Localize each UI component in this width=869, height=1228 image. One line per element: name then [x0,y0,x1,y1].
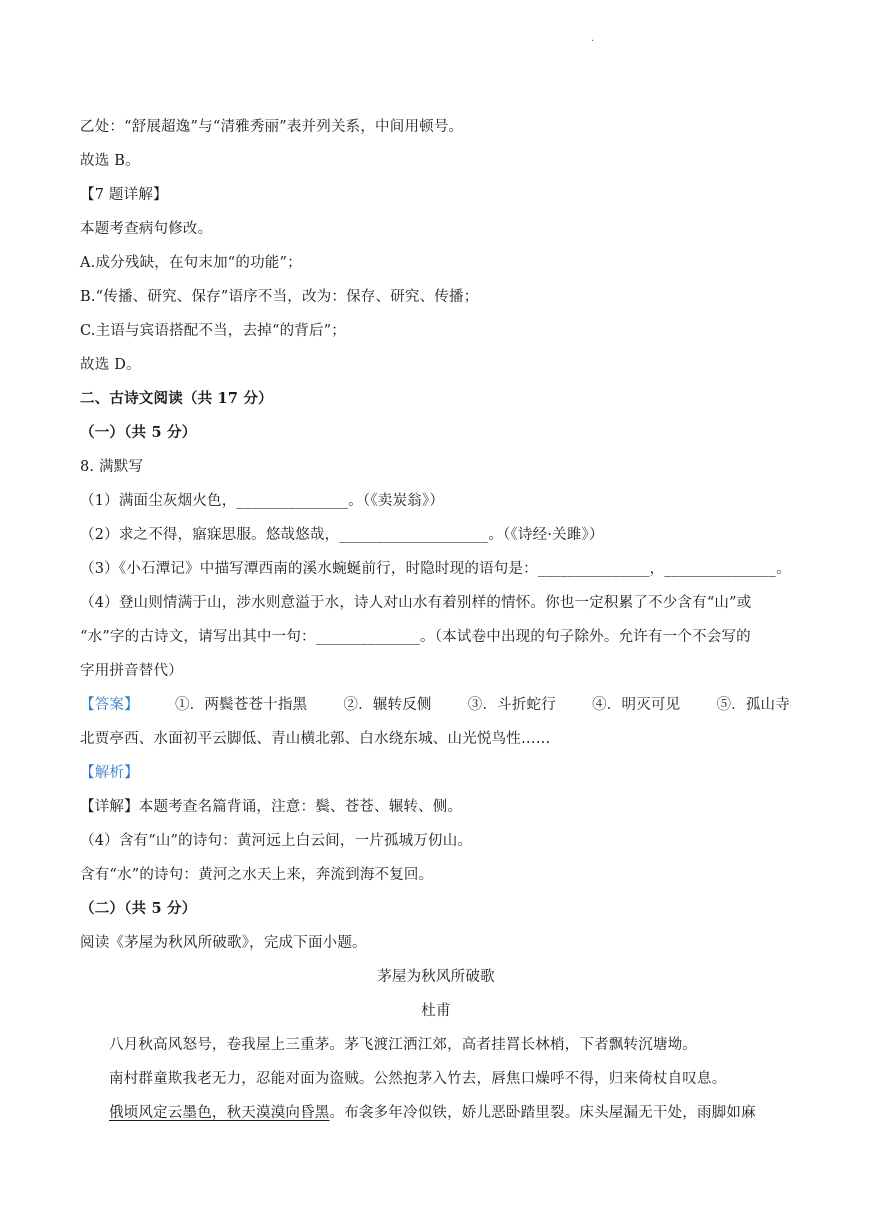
poem-line [80,1096,792,1130]
answer-line [80,688,792,722]
text-line: A.成分残缺，在句末加“的功能”； [80,255,302,271]
poem-line: 南村群童欺我老无力，忍能对面为盗贼。公然抱茅入竹去，唇焦口燥呼不得，归来倚杖自叹息。 [109,1071,727,1087]
section-heading: 二、古诗文阅读（共 17 分） [80,390,273,407]
text-line: 故选 B。 [80,153,140,169]
header-mark: · [591,36,595,47]
text-line: C.主语与宾语搭配不当，去掉“的背后”； [80,323,347,339]
detail-line: 含有“水”的诗句：黄河之水天上来，奔流到海不复回。 [80,867,434,883]
poem-line: 八月秋高风怒号，卷我屋上三重茅。茅飞渡江洒江郊，高者挂罥长林梢，下者飘转沉塘坳。 [109,1037,697,1053]
question-8-item-3: （3）《小石潭记》中描写潭西南的溪水蜿蜒前行，时隐时现的语句是：_______________，_______________。 [80,561,791,577]
text-line: 乙处：“舒展超逸”与“清雅秀丽”表并列关系，中间用顿号。 [80,119,464,135]
question-8-item-4-cont: 字用拼音替代） [80,663,183,679]
question-8-item-2: （2）求之不得，寤寐思服。悠哉悠哉，____________________。（《诗经·关雎》） [80,527,604,543]
answer-item: ②．辗转反侧 [343,697,432,713]
question-8-item-1: （1）满面尘灰烟火色，_______________。（《卖炭翁》） [80,493,445,509]
question-8-item-4: （4）登山则情满于山，涉水则意溢于水，诗人对山水有着别样的情怀。你也一定积累了不少含有“山”或 [80,595,752,611]
document-page [80,110,792,1130]
text-line: 故选 D。 [80,357,141,373]
text-line: B.“传播、研究、保存”语序不当，改为：保存、研究、传播； [80,289,479,305]
detail-line: 【详解】本题考查名篇背诵，注意：鬓、苍苍、辗转、侧。 [80,799,463,815]
answer-item: ①．两鬓苍苍十指黑 [174,697,308,713]
question-8-item-4-cont: “水”字的古诗文，请写出其中一句：______________。（本试卷中出现的句子除外。允许有一个不会写的 [80,629,751,645]
answer-continuation: 北贾亭西、水面初平云脚低、青山横北郭、白水绕东城、山光悦鸟性…… [80,731,551,747]
subsection-heading: （二）（共 5 分） [80,900,197,917]
question-8-title: 8. 满默写 [80,459,144,475]
question-7-detail-heading: 【7 题详解】 [80,187,168,203]
answer-item: ③．斗折蛇行 [467,697,556,713]
underlined-phrase: 俄顷风定云墨色，秋天漠漠向昏黑 [109,1105,330,1121]
poem-line-rest: 。布衾多年冷似铁，娇儿恶卧踏里裂。床头屋漏无干处，雨脚如麻 [329,1105,756,1121]
answer-label: 【答案】 [80,697,139,713]
reading-prompt: 阅读《茅屋为秋风所破歌》，完成下面小题。 [80,935,367,951]
answer-item: ⑤．孤山寺 [716,697,790,713]
answer-item: ④．明灭可见 [592,697,681,713]
subsection-heading: （一）（共 5 分） [80,424,197,441]
text-line: 本题考查病句修改。 [80,221,213,237]
analysis-label: 【解析】 [80,765,139,781]
detail-line: （4）含有“山”的诗句：黄河远上白云间，一片孤城万仞山。 [80,833,473,849]
poem-title: 茅屋为秋风所破歌 [377,969,495,985]
poem-author: 杜甫 [421,1003,451,1019]
